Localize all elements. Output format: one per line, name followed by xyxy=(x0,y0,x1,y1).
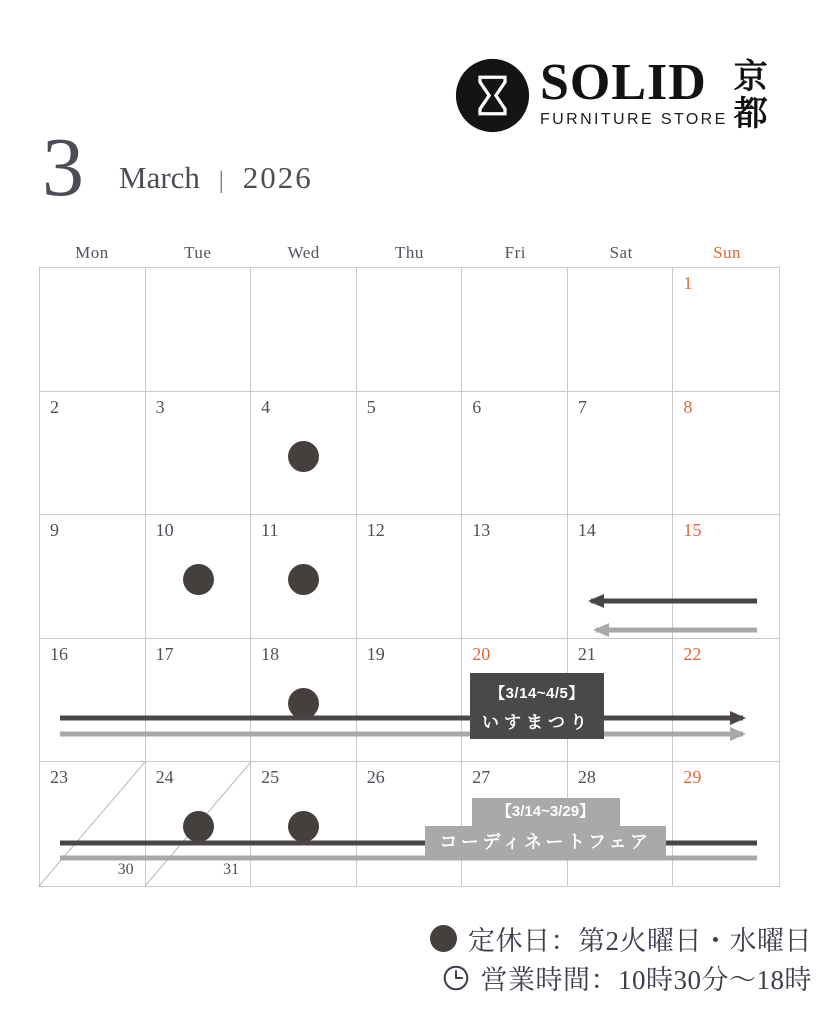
event-banner-coordinate-fair xyxy=(425,798,666,859)
day-number: 6 xyxy=(472,396,482,417)
day-cell-7 xyxy=(568,392,674,516)
month-number: 3 xyxy=(42,121,84,214)
month-name: March xyxy=(119,160,200,195)
day-cell-4 xyxy=(251,392,357,516)
closed-day-dot-icon xyxy=(288,811,319,842)
day-cell-8 xyxy=(673,392,779,516)
day-number: 18 xyxy=(261,643,280,664)
day-cell-25 xyxy=(251,762,357,886)
day-cell-13 xyxy=(462,515,568,639)
day-cell-9 xyxy=(40,515,146,639)
day-number: 13 xyxy=(472,520,491,541)
legend xyxy=(430,919,812,997)
day-number: 23 xyxy=(50,767,68,788)
closed-day-dot-icon xyxy=(183,811,214,842)
day-number: 25 xyxy=(261,767,280,788)
day-cell-empty xyxy=(462,268,568,392)
day-number: 12 xyxy=(366,520,385,541)
calendar-grid xyxy=(39,267,780,887)
day-cell-empty xyxy=(568,268,674,392)
day-cell-6 xyxy=(462,392,568,516)
legend-closed-days xyxy=(430,919,812,958)
weekday-header-sat: Sat xyxy=(609,243,633,262)
day-number: 24 xyxy=(155,767,174,788)
day-cell-12 xyxy=(357,515,463,639)
event-name: いすまつり xyxy=(482,713,592,732)
weekday-header-tue: Tue xyxy=(184,243,212,262)
day-cell-10 xyxy=(146,515,252,639)
year: 2026 xyxy=(242,160,313,195)
day-cell-empty xyxy=(251,268,357,392)
overflow-day-number: 31 xyxy=(223,860,240,878)
day-cell-empty xyxy=(40,268,146,392)
day-number: 26 xyxy=(366,767,385,788)
legend-closed-text: 定休日：第2火曜日・水曜日 xyxy=(468,926,812,956)
day-number: 19 xyxy=(366,643,385,664)
day-number: 11 xyxy=(261,520,279,541)
brand-logo xyxy=(454,54,768,134)
day-cell-14 xyxy=(568,515,674,639)
day-number: 22 xyxy=(683,643,702,664)
day-cell-3 xyxy=(146,392,252,516)
hourglass-logo-icon xyxy=(454,57,531,134)
brand-location-char-1: 京 xyxy=(733,59,768,96)
day-number: 21 xyxy=(577,643,596,664)
day-cell-11 xyxy=(251,515,357,639)
brand-name: SOLID xyxy=(540,54,707,111)
brand-text xyxy=(540,54,728,129)
day-cell-22 xyxy=(673,639,779,763)
day-cell-17 xyxy=(146,639,252,763)
legend-hours-text: 営業時間：10時30分〜18時 xyxy=(480,965,812,995)
month-divider: | xyxy=(218,168,224,194)
weekday-header-thu: Thu xyxy=(395,243,424,262)
day-number: 1 xyxy=(683,273,693,293)
day-number: 16 xyxy=(50,643,68,664)
day-cell-15 xyxy=(673,515,779,639)
closed-day-dot-icon xyxy=(288,441,319,472)
day-number: 9 xyxy=(50,520,59,541)
day-cell-16 xyxy=(40,639,146,763)
day-number: 3 xyxy=(155,396,165,417)
month-title xyxy=(119,160,313,196)
clock-icon xyxy=(442,964,470,992)
closed-day-dot-icon xyxy=(288,688,319,719)
day-cell-18 xyxy=(251,639,357,763)
day-number: 15 xyxy=(683,520,702,541)
weekday-header-fri: Fri xyxy=(504,243,527,262)
day-cell-23 xyxy=(40,762,146,886)
day-cell-empty xyxy=(146,268,252,392)
legend-business-hours xyxy=(442,958,813,997)
day-number: 29 xyxy=(683,767,702,788)
day-number: 20 xyxy=(472,643,491,664)
day-cell-1 xyxy=(673,268,779,392)
calendar xyxy=(39,243,780,887)
day-number: 10 xyxy=(155,520,174,541)
day-number: 4 xyxy=(261,396,271,417)
day-cell-2 xyxy=(40,392,146,516)
day-number: 7 xyxy=(577,396,587,417)
day-cell-19 xyxy=(357,639,463,763)
day-cell-empty xyxy=(357,268,463,392)
weekday-header-sun: Sun xyxy=(713,243,742,262)
event-date-range: 【3/14~3/29】 xyxy=(472,798,620,826)
event-banner-isu-matsuri xyxy=(470,673,604,739)
day-cell-29 xyxy=(673,762,779,886)
day-number: 8 xyxy=(683,396,693,417)
day-cell-24 xyxy=(146,762,252,886)
day-number: 17 xyxy=(155,643,174,664)
day-number: 2 xyxy=(50,396,59,417)
closed-day-dot-icon xyxy=(288,564,319,595)
weekday-header-row xyxy=(39,243,780,266)
overflow-day-number: 30 xyxy=(117,860,134,878)
brand-tagline: FURNITURE STORE xyxy=(540,111,728,128)
brand-location xyxy=(734,59,768,133)
brand-location-char-2: 都 xyxy=(733,96,768,133)
calendar-cells xyxy=(40,268,779,886)
event-date-range: 【3/14~4/5】 xyxy=(490,685,584,702)
weekday-header-mon: Mon xyxy=(75,243,109,262)
weekday-header-wed: Wed xyxy=(287,243,320,262)
day-cell-5 xyxy=(357,392,463,516)
closed-day-dot-icon xyxy=(183,564,214,595)
event-name: コーディネートフェア xyxy=(425,826,666,859)
day-number: 28 xyxy=(577,767,596,788)
closed-day-dot-icon xyxy=(430,925,457,952)
day-number: 27 xyxy=(472,767,491,788)
day-number: 5 xyxy=(366,396,376,417)
day-number: 14 xyxy=(577,520,596,541)
